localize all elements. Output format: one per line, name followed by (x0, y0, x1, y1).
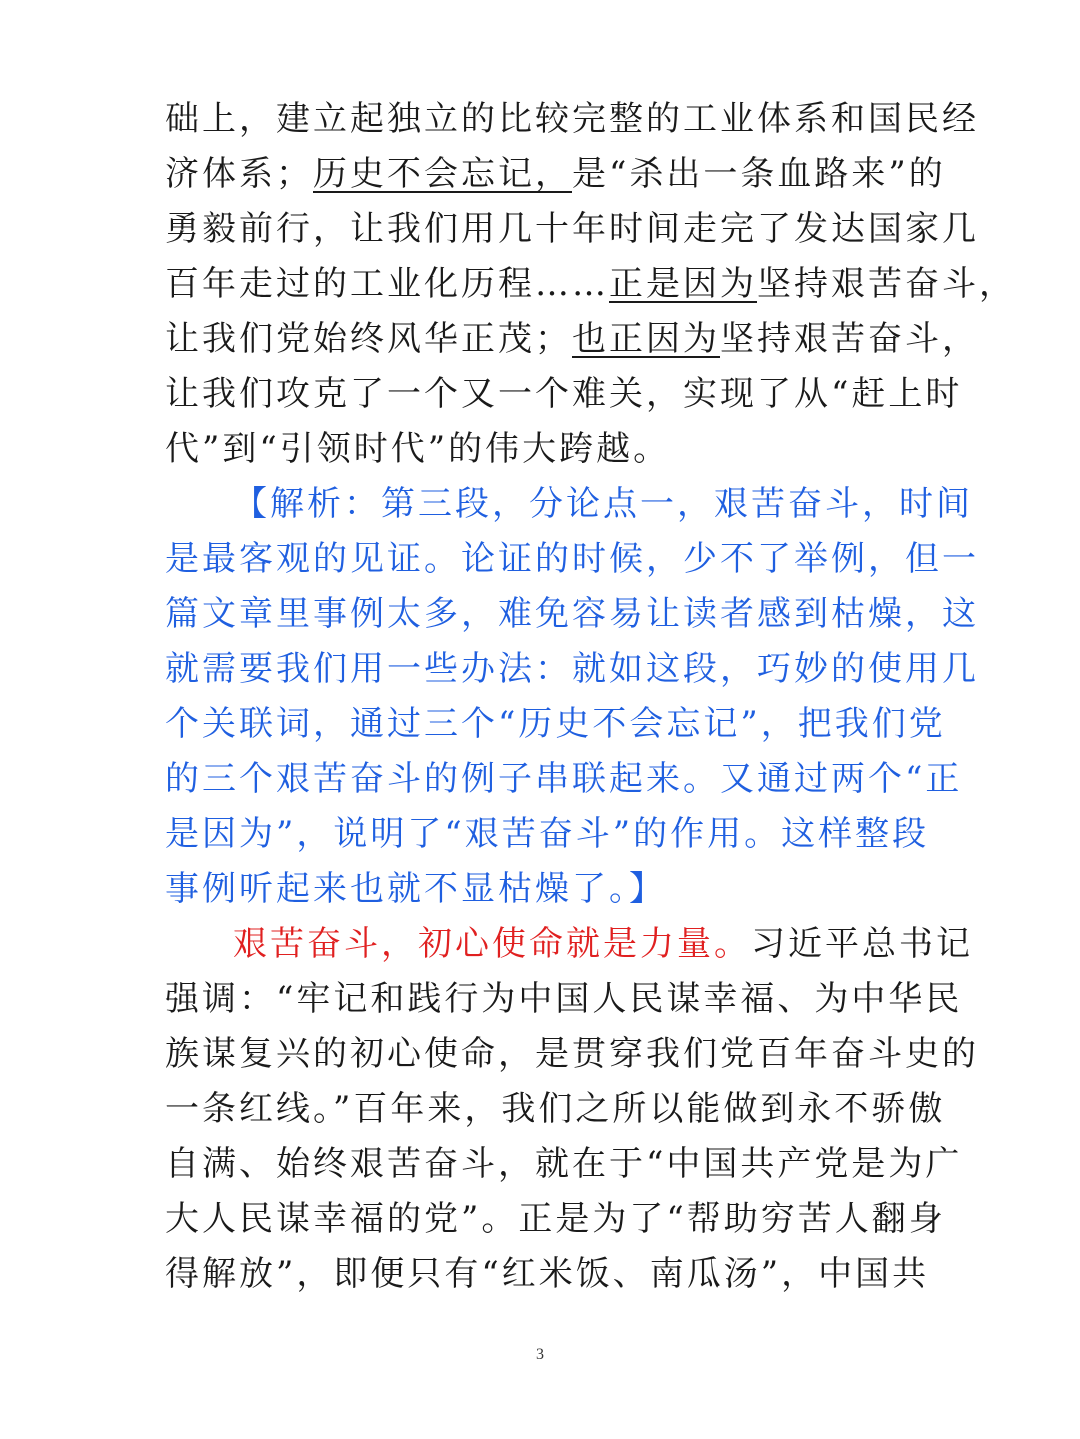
analysis-text: 的三个艰苦奋斗的例子串联起来。又通过两个“正 (165, 759, 963, 799)
analysis-text: 是最客观的见证。论证的时候，少不了举例，但一 (165, 539, 979, 579)
line-text: 坚持艰苦奋斗， (720, 319, 979, 359)
text-line (165, 202, 979, 257)
analysis-text: 事例听起来也就不显枯燥了。】 (165, 869, 666, 909)
line-text: 自满、始终艰苦奋斗，就在于“中国共产党是为广 (165, 1144, 963, 1184)
analysis-line (165, 587, 979, 642)
text-line (165, 1082, 946, 1137)
analysis-text: 是因为”，说明了“艰苦奋斗”的作用。这样整段 (165, 814, 930, 854)
section-heading: 艰苦奋斗，初心使命就是力量。 (233, 924, 751, 964)
line-text: 一条红线。”百年来，我们之所以能做到永不骄傲 (165, 1089, 946, 1129)
analysis-text: 篇文章里事例太多，难免容易让读者感到枯燥，这 (165, 594, 979, 634)
body-text (165, 92, 1016, 1302)
line-text: 坚持艰苦奋斗， (757, 264, 1016, 304)
analysis-line (165, 642, 979, 697)
line-text: 强调：“牢记和践行为中国人民谋幸福、为中华民 (165, 979, 963, 1019)
text-line (165, 917, 973, 972)
analysis-line (165, 807, 930, 862)
text-line (165, 422, 917, 477)
text-line (165, 1027, 979, 1082)
text-line (165, 1137, 963, 1192)
text-line (165, 257, 1016, 312)
line-text: 济体系； (165, 154, 313, 194)
analysis-line (165, 697, 946, 752)
line-text: 勇毅前行，让我们用几十年时间走完了发达国家几 (165, 209, 979, 249)
line-text: 是“杀出一条血路来”的 (572, 154, 946, 194)
line-text: 百年走过的工业化历程…… (165, 264, 609, 304)
text-line (165, 972, 963, 1027)
line-text: 大人民谋幸福的党”。正是为了“帮助穷苦人翻身 (165, 1199, 946, 1239)
text-line (165, 147, 946, 202)
line-text: 让我们党始终风华正茂； (165, 319, 572, 359)
analysis-line (165, 477, 973, 532)
analysis-line (165, 752, 963, 807)
text-line (165, 312, 979, 367)
line-text: 族谋复兴的初心使命，是贯穿我们党百年奋斗史的 (165, 1034, 979, 1074)
text-line (165, 367, 963, 422)
line-text: 础上，建立起独立的比较完整的工业体系和国民经 (165, 99, 979, 139)
analysis-line (165, 862, 917, 917)
analysis-text: 就需要我们用一些办法：就如这段，巧妙的使用几 (165, 649, 979, 689)
text-line (165, 1192, 946, 1247)
underlined-phrase: 正是因为 (609, 264, 757, 304)
underlined-phrase: 也正因为 (572, 319, 720, 359)
underlined-phrase: 历史不会忘记， (313, 154, 572, 194)
analysis-line (165, 532, 979, 587)
line-text: 得解放”，即便只有“红米饭、南瓜汤”，中国共 (165, 1254, 930, 1294)
line-text: 代”到“引领时代”的伟大跨越。 (165, 429, 671, 469)
analysis-text: 【解析：第三段，分论点一，艰苦奋斗，时间 (233, 484, 973, 524)
analysis-text: 个关联词，通过三个“历史不会忘记”，把我们党 (165, 704, 946, 744)
text-line (165, 92, 979, 147)
line-text: 习近平总书记 (751, 924, 973, 964)
line-text: 让我们攻克了一个又一个难关，实现了从“赶上时 (165, 374, 963, 414)
page-number: 3 (536, 1346, 544, 1363)
text-line (165, 1247, 930, 1302)
